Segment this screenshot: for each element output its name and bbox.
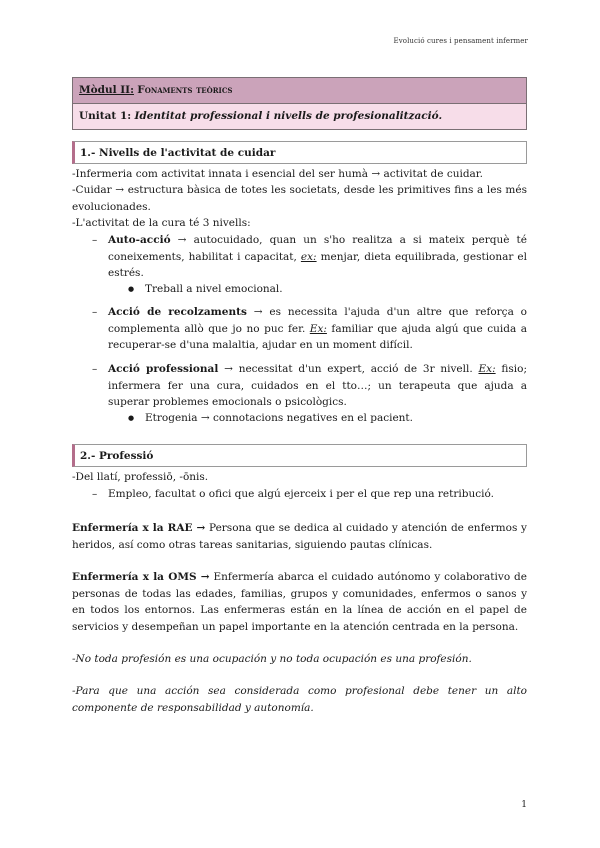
running-header: Evolució cures i pensament infermer <box>393 37 528 45</box>
bullet-marker: ● <box>128 285 135 293</box>
dash-marker: – <box>92 488 98 500</box>
paragraph-line: -Cuidar → estructura bàsica de totes les societats, desde les primitives fins a les més evolucionades. <box>72 184 527 213</box>
paragraph-line: -Infermeria com activitat innata i esencial del ser humà → activitat de cuidar. <box>72 168 484 180</box>
paragraph-rae: Enfermería x la RAE → Persona que se dedica al cuidado y atención de enfermos y heridos, así como otras tareas sanitarias, siguiendo pautas clínicas. <box>72 522 527 551</box>
dash-marker: – <box>92 306 98 318</box>
list-item-professional: Acció professional → necessitat d'un expert, acció de 3r nivell. Ex: fisio; infermera fer una cura, cuidados en el tto…; un terapeuta que ajuda a superar problemes emocionals o psicològics. <box>108 363 527 408</box>
list-item-auto-accio: Auto-acció → autocuidado, quan un s'ho realitza a si mateix perquè té coneixements, habilitat i capacitat, ex: menjar, dieta equilibrada, gestionar el estrés. <box>108 234 527 279</box>
unit-header <box>72 103 527 130</box>
section-heading-1: 1.- Nivells de l'activitat de cuidar <box>72 141 527 164</box>
paragraph-oms: Enfermería x la OMS → Enfermería abarca el cuidado autónomo y colaborativo de personas de todas las edades, familias, grupos y comunidades, enfermos o sanos y en todos los entornos. Las enfermeras están en la línea de acción en el papel de servicios y desempeñan un papel importante en la atención centrada en la persona. <box>72 571 527 633</box>
module-label: Mòdul II: <box>79 84 134 96</box>
section-heading-2: 2.- Professió <box>72 444 527 467</box>
list-item-recolzaments: Acció de recolzaments → es necessita l'ajuda d'un altre que reforça o complementa allò que jo no puc fer. Ex: familiar que ajuda algú que cuida a recuperar-se d'una malaltia, ajudar en un moment difícil. <box>108 306 528 351</box>
bullet-marker: ● <box>128 414 135 422</box>
module-header <box>72 77 527 104</box>
unit-label: Unitat 1: <box>79 110 132 122</box>
paragraph-line: -Del llatí, professiō, -ōnis. <box>72 471 209 483</box>
paragraph-line: -L'activitat de la cura té 3 nivells: <box>72 217 251 229</box>
sub-item: Empleo, facultat o ofici que algú ejerceix i per el que rep una retribució. <box>108 488 494 500</box>
sub-bullet-item: Treball a nivel emocional. <box>145 283 283 295</box>
dash-marker: – <box>92 234 98 246</box>
note-line: -No toda profesión es una ocupación y no toda ocupación es una profesión. <box>72 653 472 665</box>
sub-bullet-item: Etrogenia → connotacions negatives en el pacient. <box>145 412 413 424</box>
note-line: -Para que una acción sea considerada como profesional debe tener un alto componente de responsabilidad y autonomía. <box>72 685 527 714</box>
page-number: 1 <box>521 800 527 810</box>
dash-marker: – <box>92 363 98 375</box>
module-title: Fonaments teòrics <box>137 84 233 96</box>
unit-title: Identitat professional i nivells de profesionalització. <box>134 110 443 122</box>
